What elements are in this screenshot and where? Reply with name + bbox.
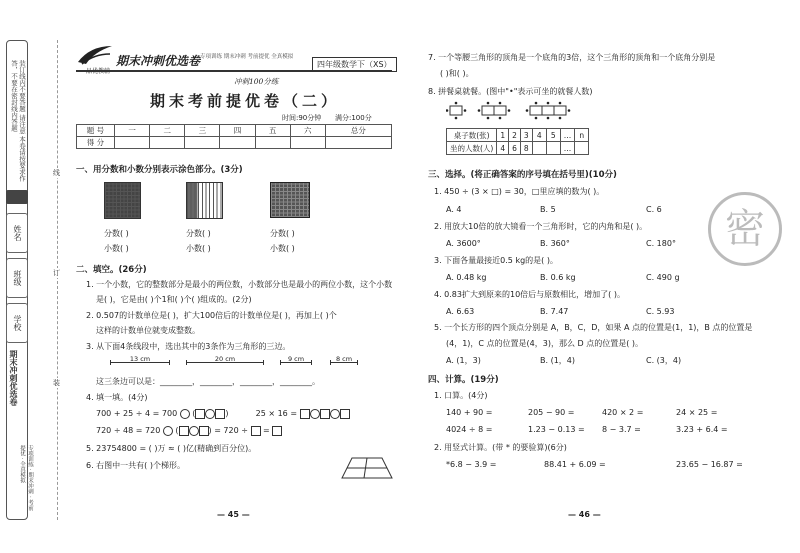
question-7b[interactable]: ( )和( )。 — [440, 69, 474, 78]
choice-4-option-c[interactable]: C. 5.93 — [646, 307, 675, 316]
seat-cell: 4 — [497, 142, 509, 155]
segment-13cm: 13 cm — [110, 355, 170, 363]
score-cell[interactable] — [150, 137, 185, 149]
fill-row-2: 720 ÷ 48 = 720 ( ) = 720 ÷ = — [96, 425, 282, 436]
choice-5a: 5. 一个长方形的四个顶点分别是 A，B，C，D，如果 A 点的位置是(1，1)，B 点的位置是 — [434, 323, 753, 332]
seat-cell: 6 — [509, 142, 521, 155]
question-2-2a: 2. 0.507的计数单位是( )，扩大100倍后的计数单位是( )，再加上( )个 — [86, 311, 337, 320]
choice-3-option-c[interactable]: C. 490 g — [646, 273, 680, 282]
strip-slogan: 专项训练 · 期末冲刺 · 考前提优 · 全真模拟 — [19, 445, 33, 511]
strip-brand: 期末冲刺优选卷 — [9, 350, 18, 406]
school-field[interactable]: 学校 — [6, 303, 28, 343]
header-slogan: 专项训练 期末冲刺 考前提优 全真模拟 — [200, 54, 294, 60]
score-cell[interactable] — [185, 137, 220, 149]
oral-item[interactable]: 205 − 90 = — [528, 408, 575, 417]
oral-item[interactable]: 1.23 − 0.13 = — [528, 425, 585, 434]
seat-header: 桌子数(张) — [447, 129, 497, 142]
blank-square[interactable] — [251, 426, 261, 436]
vertical-item[interactable]: *6.8 − 3.9 = — [446, 460, 497, 469]
fill-expr-c: 720 ÷ 48 = 720 — [96, 426, 161, 435]
section-2-title: 二、填空。(26分) — [76, 265, 147, 275]
blank-circle[interactable] — [180, 409, 190, 419]
fill-expr-d: = 720 ÷ — [214, 426, 248, 435]
choice-2[interactable]: 2. 用放大10倍的放大镜看一个三角形时，它的内角和是( )。 — [434, 222, 648, 231]
fraction-answer-1[interactable]: 分数( ) — [104, 229, 129, 238]
vertical-item[interactable]: 23.65 − 16.87 = — [676, 460, 743, 469]
choice-3-option-b[interactable]: B. 0.6 kg — [540, 273, 576, 282]
score-cell[interactable] — [290, 137, 325, 149]
decimal-answer-1[interactable]: 小数( ) — [104, 244, 129, 253]
oral-item[interactable]: 3.23 + 6.4 = — [676, 425, 728, 434]
choice-1[interactable]: 1. 450 ÷ (3 × □) = 30，□里应填的数为( )。 — [434, 187, 605, 196]
blank-circle[interactable] — [310, 409, 320, 419]
blank-square[interactable] — [340, 409, 350, 419]
seat-cell: … — [560, 129, 575, 142]
question-2-3b[interactable]: 这三条边可以是：________，________，________，________。 — [96, 377, 320, 386]
choice-5-option-a[interactable]: A. (1，3) — [446, 356, 481, 365]
question-2-1b: 是( )，它是由( )个1和( )个( )组成的。(2分) — [96, 295, 252, 304]
header-rule — [76, 70, 392, 72]
score-header: 二 — [150, 125, 185, 137]
blank-square[interactable] — [272, 426, 282, 436]
segment-20cm: 20 cm — [186, 355, 264, 363]
table-arrangement-figure — [446, 100, 596, 120]
oral-item[interactable]: 140 + 90 = — [446, 408, 493, 417]
seat-cell: n — [575, 129, 589, 142]
score-cell[interactable] — [115, 137, 150, 149]
fill-expr-a: 700 + 25 ÷ 4 = 700 — [96, 409, 178, 418]
blank-square[interactable] — [199, 426, 209, 436]
score-header: 题 号 — [77, 125, 115, 137]
question-8: 8. 拼餐桌就餐。(图中"•"表示可坐的就餐人数) — [428, 87, 593, 96]
fraction-answer-3[interactable]: 分数( ) — [270, 229, 295, 238]
oral-item[interactable]: 24 × 25 = — [676, 408, 718, 417]
blank-square[interactable] — [215, 409, 225, 419]
strip-note: 装订线内不要答题 请注意 本卷请按要求作答，不要在密封线内答题 — [10, 60, 26, 182]
choice-4-option-b[interactable]: B. 7.47 — [540, 307, 569, 316]
seat-cell: 3 — [520, 129, 532, 142]
score-header: 三 — [185, 125, 220, 137]
name-field[interactable]: 姓名 — [6, 213, 28, 253]
oral-calc-title: 1. 口算。(4分) — [434, 391, 488, 400]
seat-cell: … — [560, 142, 575, 155]
page-title: 期末考前提优卷（二） — [150, 92, 341, 110]
choice-1-option-c[interactable]: C. 6 — [646, 205, 662, 214]
seat-answer-cell[interactable] — [575, 142, 589, 155]
blank-circle[interactable] — [330, 409, 340, 419]
choice-5-option-c[interactable]: C. (3，4) — [646, 356, 682, 365]
vertical-item[interactable]: 88.41 + 6.09 = — [544, 460, 606, 469]
choice-1-option-b[interactable]: B. 5 — [540, 205, 556, 214]
score-table — [76, 124, 392, 149]
oral-item[interactable]: 8 − 3.7 = — [602, 425, 641, 434]
shaded-cube-figure — [270, 182, 310, 218]
score-header: 总分 — [325, 125, 391, 137]
score-header: 四 — [220, 125, 255, 137]
oral-item[interactable]: 420 × 2 = — [602, 408, 644, 417]
seat-answer-cell[interactable] — [546, 142, 560, 155]
score-cell[interactable] — [325, 137, 391, 149]
cut-mark-2: 订 — [53, 269, 60, 277]
score-header: 六 — [290, 125, 325, 137]
question-2-6[interactable]: 6. 右图中一共有( )个梯形。 — [86, 461, 185, 470]
vertical-calc-title: 2. 用竖式计算。(带 * 的要验算)(6分) — [434, 443, 567, 452]
header-brand: 期末冲刺优选卷 — [116, 54, 201, 68]
cut-mark-1: 线 — [53, 169, 60, 177]
shaded-strip-figure — [186, 182, 223, 219]
decimal-answer-2[interactable]: 小数( ) — [186, 244, 211, 253]
trapezoid-figure — [340, 456, 394, 480]
choice-2-option-c[interactable]: C. 180° — [646, 239, 676, 248]
choice-4-option-a[interactable]: A. 6.63 — [446, 307, 475, 316]
score-header: 一 — [115, 125, 150, 137]
blank-circle[interactable] — [205, 409, 215, 419]
choice-3-option-a[interactable]: A. 0.48 kg — [446, 273, 487, 282]
exam-full-score: 满分:100分 — [335, 114, 372, 122]
section-3-title: 三、选择。(将正确答案的序号填在括号里)(10分) — [428, 170, 617, 180]
oral-item[interactable]: 4024 ÷ 8 = — [446, 425, 493, 434]
question-7a: 7. 一个等腰三角形的顶角是一个底角的3倍，这个三角形的顶角和一个底角分别是 — [428, 53, 716, 62]
question-2-1a: 1. 一个小数，它的整数部分是最小的两位数，小数部分也是最小的两位小数，这个小数 — [86, 280, 393, 289]
choice-1-option-a[interactable]: A. 4 — [446, 205, 462, 214]
question-2-4: 4. 填一填。(4分) — [86, 393, 148, 402]
brand-logo-icon — [76, 42, 114, 68]
score-header: 五 — [255, 125, 290, 137]
choice-2-option-a[interactable]: A. 3600° — [446, 239, 481, 248]
score-cell[interactable] — [255, 137, 290, 149]
score-cell[interactable] — [220, 137, 255, 149]
page-number-right: — 46 — — [568, 510, 601, 519]
blank-square[interactable] — [320, 409, 330, 419]
segment-8cm: 8 cm — [330, 355, 358, 363]
cut-line — [57, 40, 58, 520]
blank-square[interactable] — [300, 409, 310, 419]
fill-expr-e: = — [263, 426, 270, 435]
grade-badge: 四年级数学下（XS） — [312, 57, 397, 72]
page-number-left: — 45 — — [217, 510, 250, 519]
blank-circle[interactable] — [189, 426, 199, 436]
section-4-title: 四、计算。(19分) — [428, 375, 499, 385]
seat-cell: 4 — [532, 129, 546, 142]
question-2-5[interactable]: 5. 23754800 = ( )万 ≈ ( )亿(精确到百分位)。 — [86, 444, 257, 453]
choice-4[interactable]: 4. 0.83扩大到原来的10倍后与原数相比，增加了( )。 — [434, 290, 625, 299]
fill-expr-b: 25 × 16 = — [255, 409, 298, 418]
header-tagline: 冲刺100分练 — [234, 77, 279, 86]
choice-2-option-b[interactable]: B. 360° — [540, 239, 570, 248]
shaded-grid-figure — [104, 182, 141, 219]
strip-logo-mark — [6, 190, 28, 204]
secret-stamp: 密 — [708, 192, 782, 266]
seat-cell: 1 — [497, 129, 509, 142]
class-field[interactable]: 班级 — [6, 258, 28, 298]
question-2-3: 3. 从下面4条线段中，选出其中的3条作为三角形的三边。 — [86, 342, 291, 351]
blank-circle[interactable] — [163, 426, 173, 436]
fraction-answer-2[interactable]: 分数( ) — [186, 229, 211, 238]
exam-time: 时间:90分钟 — [282, 114, 322, 122]
fill-row-1: 700 + 25 ÷ 4 = 700 ( ) 25 × 16 = — [96, 408, 350, 419]
section-1-title: 一、用分数和小数分别表示涂色部分。(3分) — [76, 165, 243, 175]
seat-header: 坐的人数(人) — [447, 142, 497, 155]
seat-cell: 2 — [509, 129, 521, 142]
score-row-label: 得 分 — [77, 137, 115, 149]
question-2-2b: 这样的计数单位就变成整数。 — [96, 326, 200, 335]
segment-9cm: 9 cm — [280, 355, 312, 363]
blank-square[interactable] — [179, 426, 189, 436]
blank-square[interactable] — [195, 409, 205, 419]
choice-3[interactable]: 3. 下面各量最接近0.5 kg的是( )。 — [434, 256, 558, 265]
seat-answer-cell[interactable] — [532, 142, 546, 155]
seating-table — [446, 128, 589, 155]
decimal-answer-3[interactable]: 小数( ) — [270, 244, 295, 253]
choice-5b[interactable]: (4，1)，C 点的位置是(4，3)，那么 D 点的位置是( )。 — [446, 339, 644, 348]
cut-mark-3: 装 — [53, 379, 60, 387]
choice-5-option-b[interactable]: B. (1，4) — [540, 356, 575, 365]
seat-cell: 5 — [546, 129, 560, 142]
seat-cell: 8 — [520, 142, 532, 155]
